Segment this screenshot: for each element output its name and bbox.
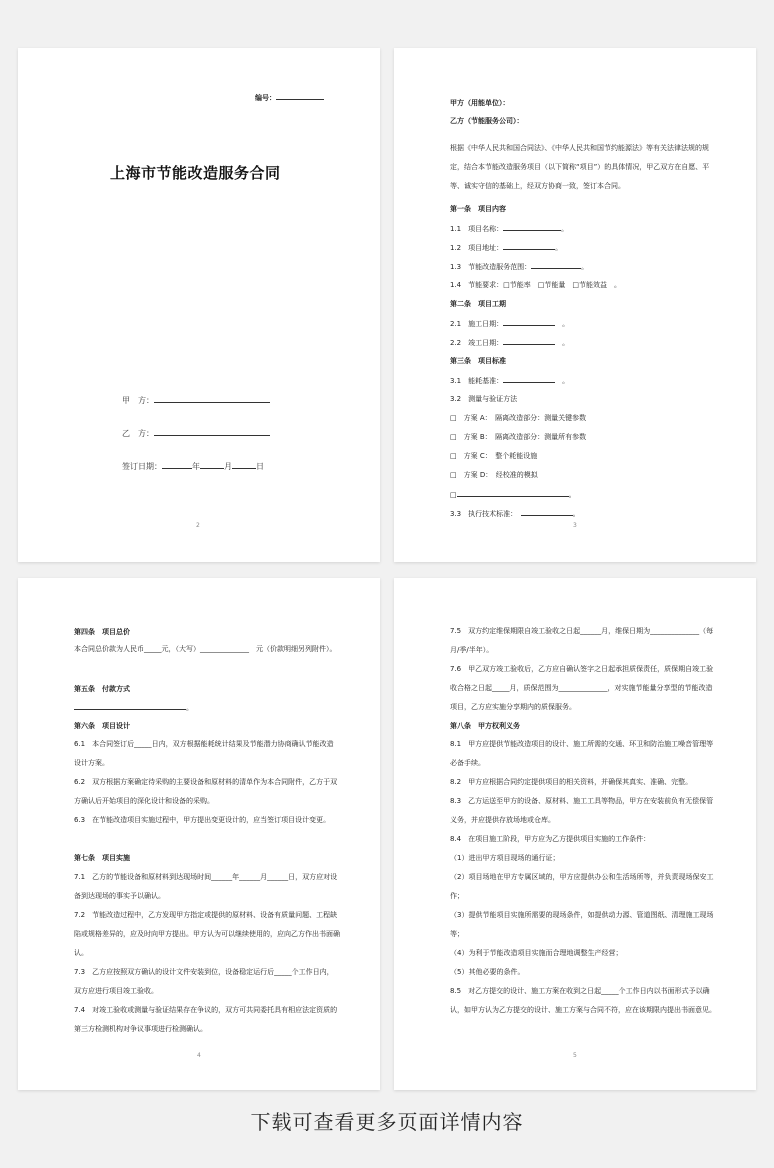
party-b-line: 乙 方： — [122, 428, 270, 439]
article-4-heading: 第四条 项目总价 — [74, 628, 130, 636]
item-1-4: 1.4 节能要求：□节能率 □节能量 □节能效益 。 — [450, 281, 621, 289]
sign-date-line: 签订日期： 年 月 日 — [122, 462, 264, 471]
intro-paragraph: 根据《中华人民共和国合同法》、《中华人民共和国节约能源法》等有关法律法规的规定，结合本节能改造服务项目（以下简称“项目”）的具体情况，甲乙双方在自愿、平等、诚实守信的基础上，经双方协商一致，签订本合同。 — [450, 144, 710, 190]
clause-8-1: 8.1 甲方应提供节能改造项目的设计、施工所需的交通、环卫和防治施工噪音管理等必备手续。 — [450, 740, 714, 767]
article-7-heading: 第七条 项目实施 — [74, 854, 130, 862]
clause-6-2: 6.2 双方根据方案确定待采购的主要设备和原材料的清单作为本合同附件，乙方于双方确认后开始项目的深化设计和设备的采购。 — [74, 778, 338, 805]
option-other: □ 。 — [450, 491, 576, 499]
clause-8-4: 8.4 在项目施工阶段，甲方应为乙方提供项目实施的工作条件： — [450, 835, 651, 843]
item-2-1: 2.1 施工日期： 。 — [450, 320, 570, 328]
clause-7-4: 7.4 对竣工验收或测量与验证结果存在争议的，双方可共同委托具有相应法定资质的第三方检测机构对争议事项进行检测确认。 — [74, 1006, 338, 1033]
party-a-label: 甲方（用能单位）： — [450, 99, 510, 107]
item-3-3: 3.3 执行技术标准： 。 — [450, 510, 580, 518]
contract-page-5 — [394, 578, 756, 1090]
option-d: □ 方案 D： 经校准的模拟 — [450, 471, 538, 479]
page-number: 4 — [197, 1052, 201, 1059]
item-3-1: 3.1 能耗基准： 。 — [450, 377, 570, 385]
total-price-paragraph: 本合同总价款为人民币_____元，（大写）______________ 元（价款明细另列附件）。 — [74, 645, 337, 653]
item-1-3: 1.3 节能改造服务范围： 。 — [450, 263, 589, 271]
item-1-1: 1.1 项目名称： 。 — [450, 225, 569, 233]
clause-8-3: 8.3 乙方运送至甲方的设备、原材料、施工工具等物品，甲方在安装前负有无偿保管义务，并应提供存放场地或仓库。 — [450, 797, 714, 824]
payment-blank: 。 — [74, 702, 193, 713]
clause-8-5: 8.5 对乙方提交的设计、施工方案在收到之日起_____个工作日内以书面形式予以确认，如甲方认为乙方提交的设计、施工方案与合同不符，应在该期限内提出书面意见。 — [450, 987, 716, 1014]
clause-6-3: 6.3 在节能改造项目实施过程中，甲方提出变更设计的，应当签订项目设计变更。 — [74, 816, 331, 824]
condition-3: （3）提供节能项目实施所需要的现场条件，如提供动力源、管道图纸、清理施工现场等； — [450, 911, 714, 938]
page-number: 5 — [573, 1052, 577, 1059]
clause-6-1: 6.1 本合同签订后_____日内，双方根据能耗统计结果及节能潜力协商确认节能改造设计方案。 — [74, 740, 334, 767]
item-3-2: 3.2 测量与验证方法 — [450, 395, 518, 403]
page-number: 2 — [196, 522, 200, 529]
page-number: 3 — [573, 522, 577, 529]
contract-page-cover — [18, 48, 380, 562]
option-b: □ 方案 B： 隔离改造部分：测量所有参数 — [450, 433, 587, 441]
clause-8-2: 8.2 甲方应根据合同约定提供项目的相关资料，并确保其真实、准确、完整。 — [450, 778, 693, 786]
option-c: □ 方案 C： 整个耗能设施 — [450, 452, 538, 460]
condition-1: （1）进出甲方项目现场的通行证； — [450, 854, 560, 862]
clause-7-6: 7.6 甲乙双方竣工验收后，乙方应自确认签字之日起承担质保责任，质保期自竣工验收合格之日起_____月，质保范围为______________，对实施节能量分享型的节能改造项目，乙方应实施分享期内的质保服务。 — [450, 665, 714, 711]
condition-2: （2）项目场地在甲方专属区域的，甲方应提供办公和生活场所等，并负责现场保安工作； — [450, 873, 714, 900]
article-3-heading: 第三条 项目标准 — [450, 357, 506, 365]
clause-7-2: 7.2 节能改造过程中，乙方发现甲方指定或提供的原材料、设备有质量问题、工程缺陷或规格差异的，应及时向甲方提出。甲方认为可以继续使用的，应向乙方作出书面确认。 — [74, 911, 340, 957]
article-1-heading: 第一条 项目内容 — [450, 205, 506, 213]
option-a: □ 方案 A： 隔离改造部分：测量关键参数 — [450, 414, 587, 422]
contract-number: 编号： — [255, 92, 324, 103]
article-2-heading: 第二条 项目工期 — [450, 300, 506, 308]
item-1-2: 1.2 项目地址： 。 — [450, 244, 563, 252]
clause-7-5: 7.5 双方约定维保期限自竣工验收之日起______月，维保日期为______________（每月/季/半年）。 — [450, 627, 714, 654]
clause-7-1: 7.1 乙方的节能设备和原材料到达现场时间______年______月______日，双方应对设备到达现场的事实予以确认。 — [74, 873, 338, 900]
condition-4: （4）为利于节能改造项目实施而合理地调整生产经营； — [450, 949, 623, 957]
party-b-label: 乙方（节能服务公司）： — [450, 117, 524, 125]
article-6-heading: 第六条 项目设计 — [74, 722, 130, 730]
clause-7-3: 7.3 乙方应按照双方确认的设计文件安装到位，设备稳定运行后_____个工作日内，双方应进行项目竣工验收。 — [74, 968, 334, 995]
contract-page-4 — [18, 578, 380, 1090]
article-5-heading: 第五条 付款方式 — [74, 685, 130, 693]
download-more-caption: 下载可查看更多页面详情内容 — [250, 1110, 524, 1134]
condition-5: （5）其他必要的条件。 — [450, 968, 525, 976]
item-2-2: 2.2 竣工日期： 。 — [450, 339, 570, 347]
party-a-line: 甲 方： — [122, 395, 270, 406]
contract-title: 上海市节能改造服务合同 — [110, 164, 281, 182]
contract-page-3 — [394, 48, 756, 562]
article-8-heading: 第八条 甲方权利义务 — [450, 722, 520, 730]
